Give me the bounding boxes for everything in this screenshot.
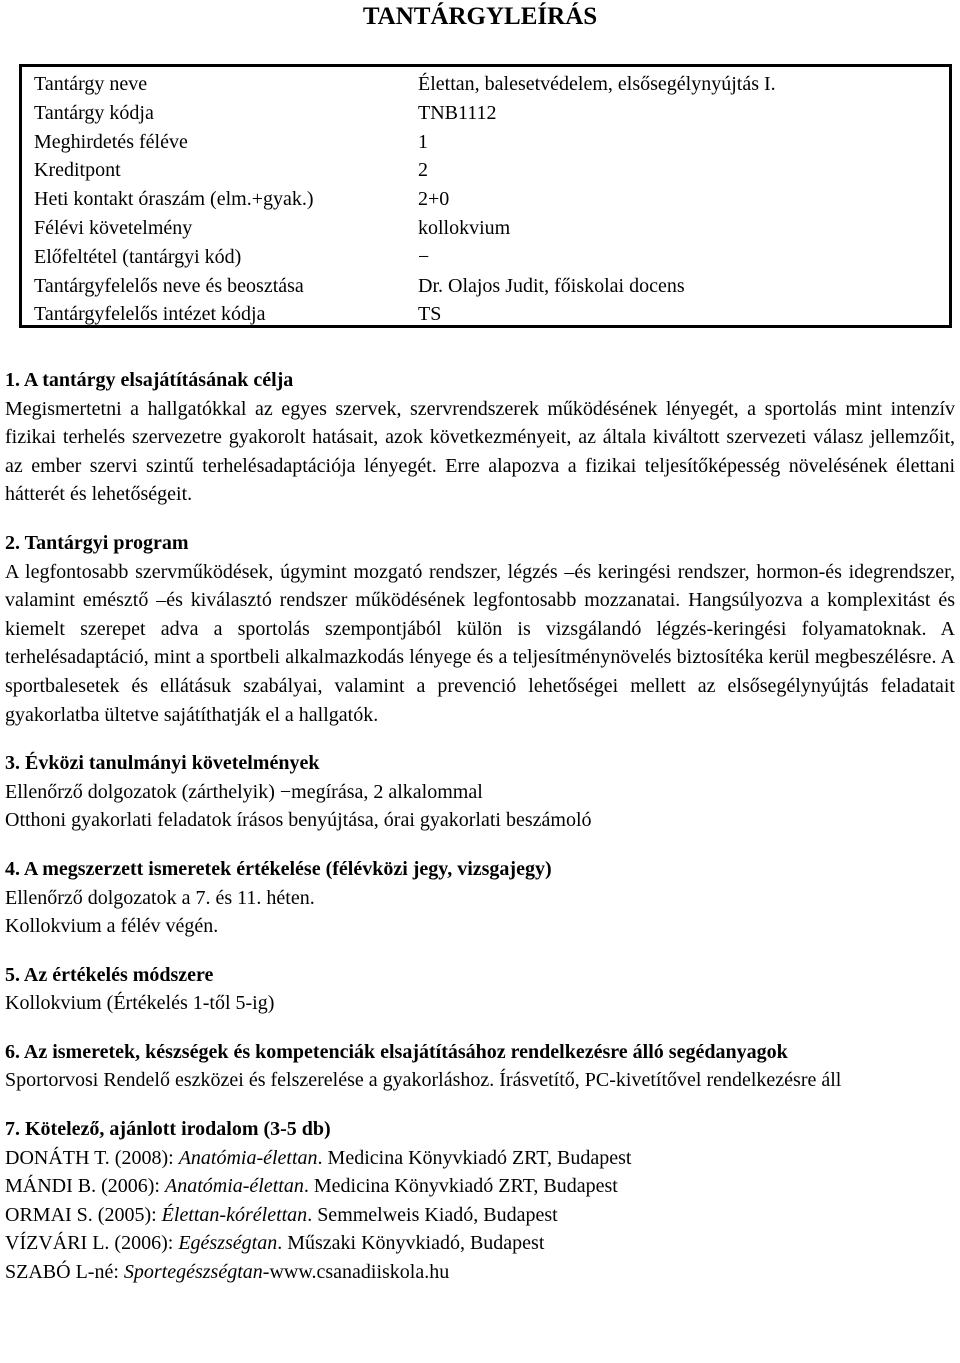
document-title: TANTÁRGYLEÍRÁS [362, 3, 598, 30]
info-label: Heti kontakt óraszám (elm.+gyak.) [34, 188, 314, 211]
section-line: Kollokvium (Értékelés 1-től 5-ig) [5, 992, 275, 1015]
info-value: 2+0 [418, 188, 450, 211]
section-program [5, 529, 955, 729]
section-literature [5, 1115, 955, 1287]
info-row-semester [22, 128, 949, 157]
section-line: Ellenőrző dolgozatok a 7. és 11. héten. [5, 886, 315, 909]
section-evaluation [5, 855, 955, 941]
info-row-requirement [22, 214, 949, 243]
section-heading: 7. Kötelező, ajánlott irodalom (3-5 db) [5, 1118, 331, 1141]
info-value: 2 [418, 159, 428, 182]
info-row-institute-code [22, 300, 949, 329]
info-value: TS [418, 303, 442, 326]
reference-author: SZABÓ L-né: [5, 1261, 124, 1284]
info-label: Tantárgyfelelős neve és beosztása [34, 274, 304, 297]
course-info-table [19, 64, 952, 328]
info-label: Meghirdetés féléve [34, 130, 188, 153]
info-row-credits [22, 156, 949, 185]
info-row-weekly-hours [22, 185, 949, 214]
section-aids [5, 1038, 955, 1095]
info-value: Élettan, balesetvédelem, elsősegélynyújtás I. [418, 73, 776, 95]
section-line: Kollokvium a félév végén. [5, 915, 219, 938]
section-text: Sportorvosi Rendelő eszközei és felszerelése a gyakorláshoz. Írásvetítő, PC-kivetítővel rendelkezésre áll [5, 1069, 842, 1092]
reference-item [5, 1144, 955, 1173]
reference-title: Sportegészségtan [123, 1261, 263, 1284]
info-value: − [418, 245, 430, 268]
info-row-prerequisite [22, 243, 949, 272]
reference-author: ORMAI S. (2005): [5, 1203, 162, 1226]
info-label: Tantárgyfelelős intézet kódja [34, 303, 266, 326]
info-value: 1 [418, 130, 428, 153]
reference-item [5, 1229, 955, 1258]
info-label: Tantárgy kódja [34, 101, 154, 124]
reference-publisher: . Medicina Könyvkiadó ZRT, Budapest [303, 1175, 618, 1198]
section-heading: 5. Az értékelés módszere [5, 963, 214, 986]
section-line: Ellenőrző dolgozatok (zárthelyik) −megírása, 2 alkalommal [5, 780, 483, 803]
reference-title: Egészségtan [178, 1232, 278, 1255]
info-label: Kreditpont [34, 159, 121, 182]
section-line: Otthoni gyakorlati feladatok írásos benyújtása, órai gyakorlati beszámoló [5, 809, 592, 832]
reference-title: Élettan-kórélettan [161, 1203, 308, 1226]
reference-item [5, 1258, 955, 1287]
info-value: kollokvium [418, 216, 511, 239]
reference-author: DONÁTH T. (2008): [5, 1146, 179, 1169]
section-requirements [5, 749, 955, 835]
section-text: A legfontosabb szervműködések, úgymint mozgató rendszer, légzés –és keringési rendszer, hormon-és idegrendszer, valamint emésztő –és kiválasztó rendszer működésének legfontosabb mozzanatai. Hangsúlyozva a komplexitást és kiemelt szerepet adva a sportolás szempontjából külön is vizsgálandó légzés-keringési folyamatoknak. A terhelésadaptáció, mint a sportbeli alkalmazkodás lényege és a teljesítménynövelés biztosítéka kerül megbeszélésre. A sportbalesetek és ellátásuk szabályai, valamint a prevenció lehetőségei mellett az elsősegélynyújtás feladatait gyakorlatba ültetve sajátíthatják el a hallgatók. [5, 560, 955, 726]
section-heading: 1. A tantárgy elsajátításának célja [5, 369, 294, 391]
section-method [5, 961, 955, 1018]
reference-publisher: . Medicina Könyvkiadó ZRT, Budapest [317, 1146, 632, 1169]
info-label: Tantárgy neve [34, 73, 148, 95]
info-row-responsible [22, 272, 949, 301]
reference-publisher: . Műszaki Könyvkiadó, Budapest [277, 1232, 545, 1255]
reference-item [5, 1201, 955, 1230]
reference-title: Anatómia-élettan [165, 1175, 304, 1198]
section-text: Megismertetni a hallgatókkal az egyes szervek, szervrendszerek működésének lényegét, a sportolás mint intenzív fizikai terhelés szervezetre gyakorolt hatásait, azok következményeit, az általa kiváltott szervezeti válasz jellemzőit, az ember szervi szintű terhelésadaptációja lényegét. Erre alapozva a fizikai teljesítőképesség növelésének élettani hátterét és lehetőségeit. [5, 397, 955, 506]
reference-publisher: . Semmelweis Kiadó, Budapest [307, 1203, 558, 1226]
reference-item [5, 1172, 955, 1201]
info-value: TNB1112 [418, 101, 497, 124]
section-goal [5, 366, 955, 509]
section-heading: 2. Tantárgyi program [5, 531, 189, 554]
reference-publisher: -www.csanadiiskola.hu [262, 1261, 450, 1284]
info-row-course-name [22, 70, 949, 99]
reference-author: VÍZVÁRI L. (2006): [5, 1232, 179, 1255]
info-row-course-code [22, 99, 949, 128]
section-heading: 3. Évközi tanulmányi követelmények [5, 752, 320, 775]
reference-author: MÁNDI B. (2006): [5, 1175, 165, 1198]
section-heading: 6. Az ismeretek, készségek és kompetenciák elsajátításához rendelkezésre álló segédanyagok [5, 1040, 788, 1063]
section-heading: 4. A megszerzett ismeretek értékelése (félévközi jegy, vizsgajegy) [5, 857, 552, 880]
document-content [5, 366, 955, 1307]
reference-title: Anatómia-élettan [178, 1146, 318, 1169]
info-value: Dr. Olajos Judit, főiskolai docens [418, 274, 685, 297]
info-label: Félévi követelmény [34, 216, 193, 239]
info-label: Előfeltétel (tantárgyi kód) [34, 245, 242, 268]
